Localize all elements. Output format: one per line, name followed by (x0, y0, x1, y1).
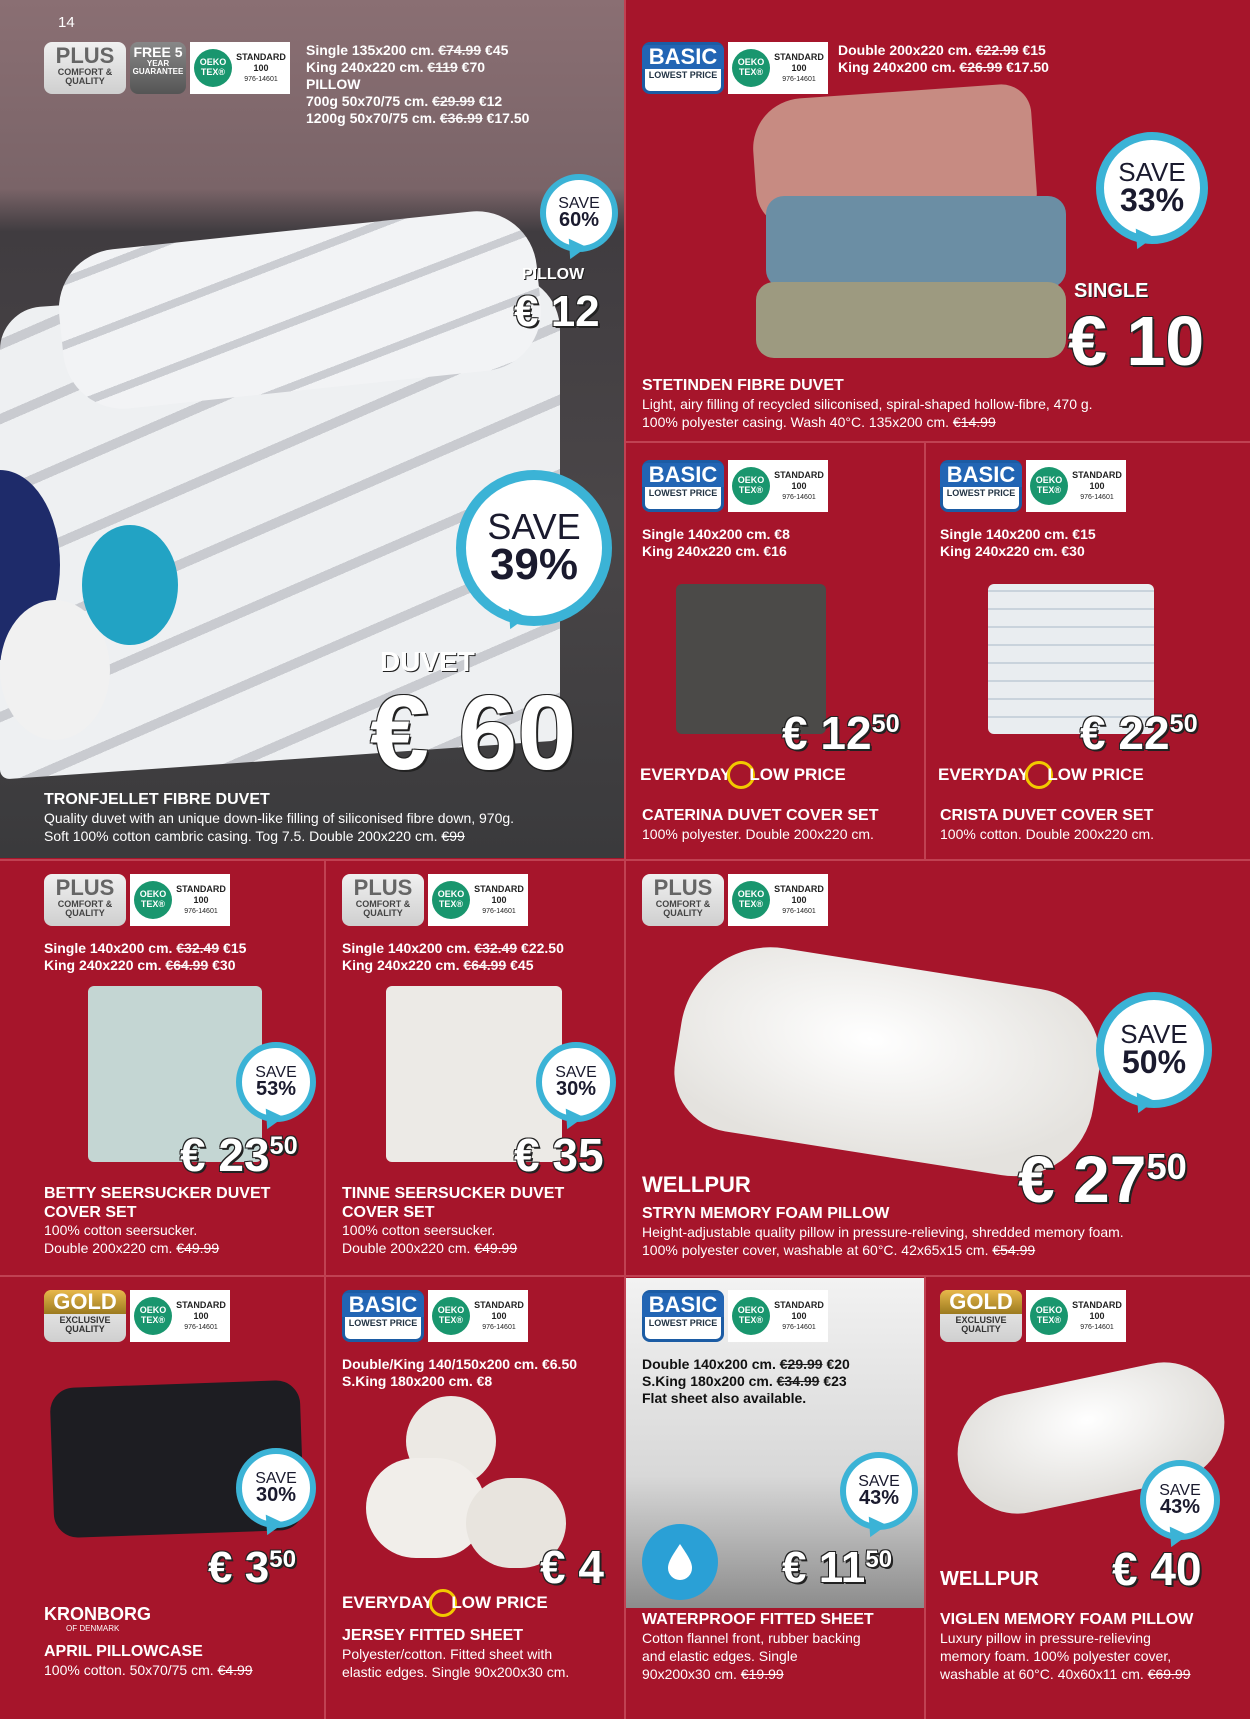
stetinden-desc-1: Light, airy filling of recycled siliconised, spiral-shaped hollow-fibre, 470 g. (642, 396, 1093, 412)
everyday-low-price-logo: EVERYDAY LOW PRICE (938, 760, 1144, 790)
wellpur-logo: WELLPUR (642, 1172, 751, 1197)
tinne-name-2: COVER SET (342, 1204, 435, 1221)
duvet-fold-green (756, 282, 1066, 358)
caterina-badges (642, 460, 828, 512)
caterina-desc: 100% polyester. Double 200x220 cm. (642, 826, 874, 842)
april-name: APRIL PILLOWCASE (44, 1643, 203, 1660)
waterproof-badges (642, 1290, 828, 1342)
duvet-fold-blue (766, 196, 1066, 288)
crista-badges (940, 460, 1126, 512)
waterproof-panel (626, 1278, 924, 1719)
save-bubble: SAVE 30% (536, 1042, 616, 1122)
stryn-panel (626, 862, 1250, 1274)
tinne-panel (326, 862, 624, 1274)
duvet-price: € 60 (370, 674, 577, 792)
stryn-price: € $27^{50}$ (1018, 1142, 1187, 1216)
viglen-badges (940, 1290, 1126, 1342)
crista-desc: 100% cotton. Double 200x220 cm. (940, 826, 1155, 842)
basic-badge: BASIC LOWEST PRICE (642, 1290, 724, 1342)
pillow-price: € 12 (514, 287, 600, 336)
oeko-tex-label: OEKO TEX® STANDARD 100 976-14601 (728, 460, 828, 512)
basic-badge: BASIC LOWEST PRICE (940, 460, 1022, 512)
basic-badge: BASIC LOWEST PRICE (642, 42, 724, 94)
caterina-name: CATERINA DUVET COVER SET (642, 807, 879, 824)
pillow-label: PILLOW (522, 266, 585, 283)
stetinden-panel (626, 0, 1250, 440)
viglen-desc-2: memory foam. 100% polyester cover, (940, 1648, 1172, 1664)
save-bubble: SAVE 43% (1140, 1460, 1220, 1540)
jersey-panel (326, 1278, 624, 1719)
waterproof-name: WATERPROOF FITTED SHEET (642, 1611, 874, 1628)
save-bubble: SAVE 50% (1096, 992, 1212, 1108)
jersey-desc-2: elastic edges. Single 90x200x30 cm. (342, 1664, 570, 1680)
stryn-desc-2: 100% polyester cover, washable at 60°C. 42x65x15 cm. €54.99 (642, 1242, 1036, 1258)
oeko-tex-label: OEKO TEX® STANDARD 100 976-14601 (190, 42, 290, 94)
plus-badge: PLUS COMFORT & QUALITY (342, 874, 424, 926)
betty-desc-1: 100% cotton seersucker. (44, 1222, 198, 1238)
tronfjellet-desc-2: Soft 100% cotton cambric casing. Tog 7.5. Double 200x220 cm. €99 (44, 828, 465, 844)
april-price: € $3^{50}$ (208, 1543, 297, 1592)
oeko-tex-logo-icon: OEKO TEX® (134, 881, 172, 919)
jersey-desc-1: Polyester/cotton. Fitted sheet with (342, 1646, 553, 1662)
tronfjellet-prices: Single 135x200 cm. €74.99 €45 King 240x220 cm. €119 €70 PILLOW 700g 50x70/75 cm. €29.99 €12 1200g 50x70/75 cm. €36.99 €17.50 (306, 42, 530, 126)
tinne-badges (342, 874, 528, 926)
free-guarantee-badge: FREE 5 YEAR GUARANTEE (130, 42, 186, 94)
caterina-panel (626, 444, 924, 858)
betty-badges (44, 874, 230, 926)
everyday-low-price-logo: EVERYDAY LOW PRICE (342, 1588, 548, 1618)
stryn-name: STRYN MEMORY FOAM PILLOW (642, 1205, 890, 1222)
viglen-desc-3: washable at 60°C. 40x60x11 cm. €69.99 (940, 1666, 1191, 1682)
tinne-desc-2: Double 200x220 cm. €49.99 (342, 1240, 518, 1256)
waterproof-price: € $11^{50}$ (782, 1543, 893, 1592)
oeko-tex-logo-icon: OEKO TEX® (732, 467, 770, 505)
waterproof-prices: Double 140x200 cm. €29.99 €20 S.King 180x200 cm. €34.99 €23 Flat sheet also available. (642, 1356, 850, 1406)
pillow-heading: PILLOW (306, 76, 361, 92)
save-bubble-pillow: SAVE 60% (540, 174, 618, 252)
plus-badge: PLUS COMFORT & QUALITY (642, 874, 724, 926)
stryn-desc-1: Height-adjustable quality pillow in pressure-relieving, shredded memory foam. (642, 1224, 1124, 1240)
oeko-tex-label: OEKO TEX® STANDARD 100 976-14601 (130, 1290, 230, 1342)
oeko-tex-logo-icon: OEKO TEX® (1030, 1297, 1068, 1335)
single-label: SINGLE (1074, 280, 1149, 302)
oeko-tex-label: OEKO TEX® STANDARD 100 976-14601 (1026, 460, 1126, 512)
divider-v-4 (924, 1275, 926, 1719)
divider-v-1 (624, 0, 626, 1719)
betty-prices: Single 140x200 cm. €32.49 €15 King 240x220 cm. €64.99 €30 (44, 940, 247, 973)
betty-name-2: COVER SET (44, 1204, 137, 1221)
jersey-prices: Double/King 140/150x200 cm. €6.50 S.King 180x200 cm. €8 (342, 1356, 578, 1389)
betty-panel (0, 862, 324, 1274)
save-bubble: SAVE 33% (1096, 132, 1208, 244)
stryn-badges (642, 874, 828, 926)
water-drop-icon (642, 1524, 718, 1600)
save-bubble-duvet: SAVE 39% (456, 470, 612, 626)
oeko-tex-logo-icon: OEKO TEX® (194, 49, 232, 87)
oeko-tex-logo-icon: OEKO TEX® (732, 881, 770, 919)
everyday-low-price-logo: EVERYDAY LOW PRICE (640, 760, 846, 790)
april-desc: 100% cotton. 50x70/75 cm. €4.99 (44, 1662, 253, 1678)
caterina-price: € $12^{50}$ (782, 707, 900, 759)
oeko-tex-label: OEKO TEX® STANDARD 100 976-14601 (1026, 1290, 1126, 1342)
oeko-tex-label: OEKO TEX® STANDARD 100 976-14601 (728, 1290, 828, 1342)
stetinden-desc-2: 100% polyester casing. Wash 40°C. 135x200 cm. €14.99 (642, 414, 996, 430)
stetinden-badges (642, 42, 828, 94)
oeko-tex-logo-icon: OEKO TEX® (432, 881, 470, 919)
plus-badge: PLUS COMFORT & QUALITY (44, 874, 126, 926)
betty-name-1: BETTY SEERSUCKER DUVET (44, 1185, 271, 1202)
oeko-tex-label: OEKO TEX® STANDARD 100 976-14601 (728, 42, 828, 94)
waterproof-desc-2: and elastic edges. Single (642, 1648, 798, 1664)
april-badges (44, 1290, 230, 1342)
crista-name: CRISTA DUVET COVER SET (940, 807, 1154, 824)
save-bubble: SAVE 53% (236, 1042, 316, 1122)
divider-v-3 (324, 859, 326, 1719)
waterproof-desc-1: Cotton flannel front, rubber backing (642, 1630, 861, 1646)
oeko-tex-logo-icon: OEKO TEX® (432, 1297, 470, 1335)
oeko-tex-label: OEKO TEX® STANDARD 100 976-14601 (428, 1290, 528, 1342)
tinne-prices: Single 140x200 cm. €32.49 €22.50 King 240x220 cm. €64.99 €45 (342, 940, 564, 973)
oeko-tex-logo-icon: OEKO TEX® (732, 1297, 770, 1335)
caterina-prices: Single 140x200 cm. €8 King 240x220 cm. €16 (642, 526, 790, 559)
divider-v-2 (924, 441, 926, 859)
waterproof-desc-3: 90x200x30 cm. €19.99 (642, 1666, 784, 1682)
betty-desc-2: Double 200x220 cm. €49.99 (44, 1240, 220, 1256)
basic-badge: BASIC LOWEST PRICE (642, 460, 724, 512)
kronborg-logo: KRONBORG (44, 1604, 151, 1624)
viglen-name: VIGLEN MEMORY FOAM PILLOW (940, 1611, 1194, 1628)
kronborg-logo-sub: OF DENMARK (66, 1624, 120, 1633)
viglen-desc-1: Luxury pillow in pressure-relieving (940, 1630, 1151, 1646)
wellpur-logo: WELLPUR (940, 1568, 1039, 1590)
plus-badge: PLUS COMFORT & QUALITY (44, 42, 126, 94)
crista-prices: Single 140x200 cm. €15 King 240x220 cm. €30 (940, 526, 1096, 559)
basic-badge: BASIC LOWEST PRICE (342, 1290, 424, 1342)
duvet-label: DUVET (380, 646, 475, 677)
stetinden-name: STETINDEN FIBRE DUVET (642, 377, 844, 394)
gold-badge: GOLD EXCLUSIVE QUALITY (940, 1290, 1022, 1342)
jersey-price: € 4 (540, 1541, 604, 1593)
save-bubble: SAVE 30% (236, 1448, 316, 1528)
oeko-tex-label: OEKO TEX® STANDARD 100 976-14601 (728, 874, 828, 926)
oeko-tex-logo-icon: OEKO TEX® (1030, 467, 1068, 505)
crista-price: € $22^{50}$ (1080, 707, 1198, 759)
page-number: 14 (58, 14, 75, 31)
tinne-desc-1: 100% cotton seersucker. (342, 1222, 496, 1238)
divider-h-3 (626, 441, 1250, 443)
jersey-name: JERSEY FITTED SHEET (342, 1627, 524, 1644)
tronfjellet-name: TRONFJELLET FIBRE DUVET (44, 791, 270, 808)
stetinden-price: € 10 (1068, 302, 1205, 380)
gold-badge: GOLD EXCLUSIVE QUALITY (44, 1290, 126, 1342)
tinne-price: € 35 (514, 1129, 604, 1181)
oeko-tex-logo-icon: OEKO TEX® (732, 49, 770, 87)
balloon-teal (82, 525, 178, 645)
oeko-tex-label: OEKO TEX® STANDARD 100 976-14601 (130, 874, 230, 926)
tronfjellet-badges (44, 42, 290, 94)
tronfjellet-panel (0, 0, 624, 858)
viglen-panel (926, 1278, 1250, 1719)
viglen-price: € 40 (1112, 1543, 1202, 1595)
oeko-tex-logo-icon: OEKO TEX® (134, 1297, 172, 1335)
save-bubble: SAVE 43% (840, 1452, 918, 1530)
jersey-badges (342, 1290, 528, 1342)
stetinden-prices: Double 200x220 cm. €22.99 €15 King 240x200 cm. €26.99 €17.50 (838, 42, 1049, 75)
tinne-name-1: TINNE SEERSUCKER DUVET (342, 1185, 565, 1202)
april-panel (0, 1278, 324, 1719)
crista-panel (926, 444, 1250, 858)
betty-price: € $23^{50}$ (180, 1129, 298, 1181)
oeko-tex-label: OEKO TEX® STANDARD 100 976-14601 (428, 874, 528, 926)
tronfjellet-desc-1: Quality duvet with an unique down-like filling of siliconised fibre down, 970g. (44, 810, 515, 826)
